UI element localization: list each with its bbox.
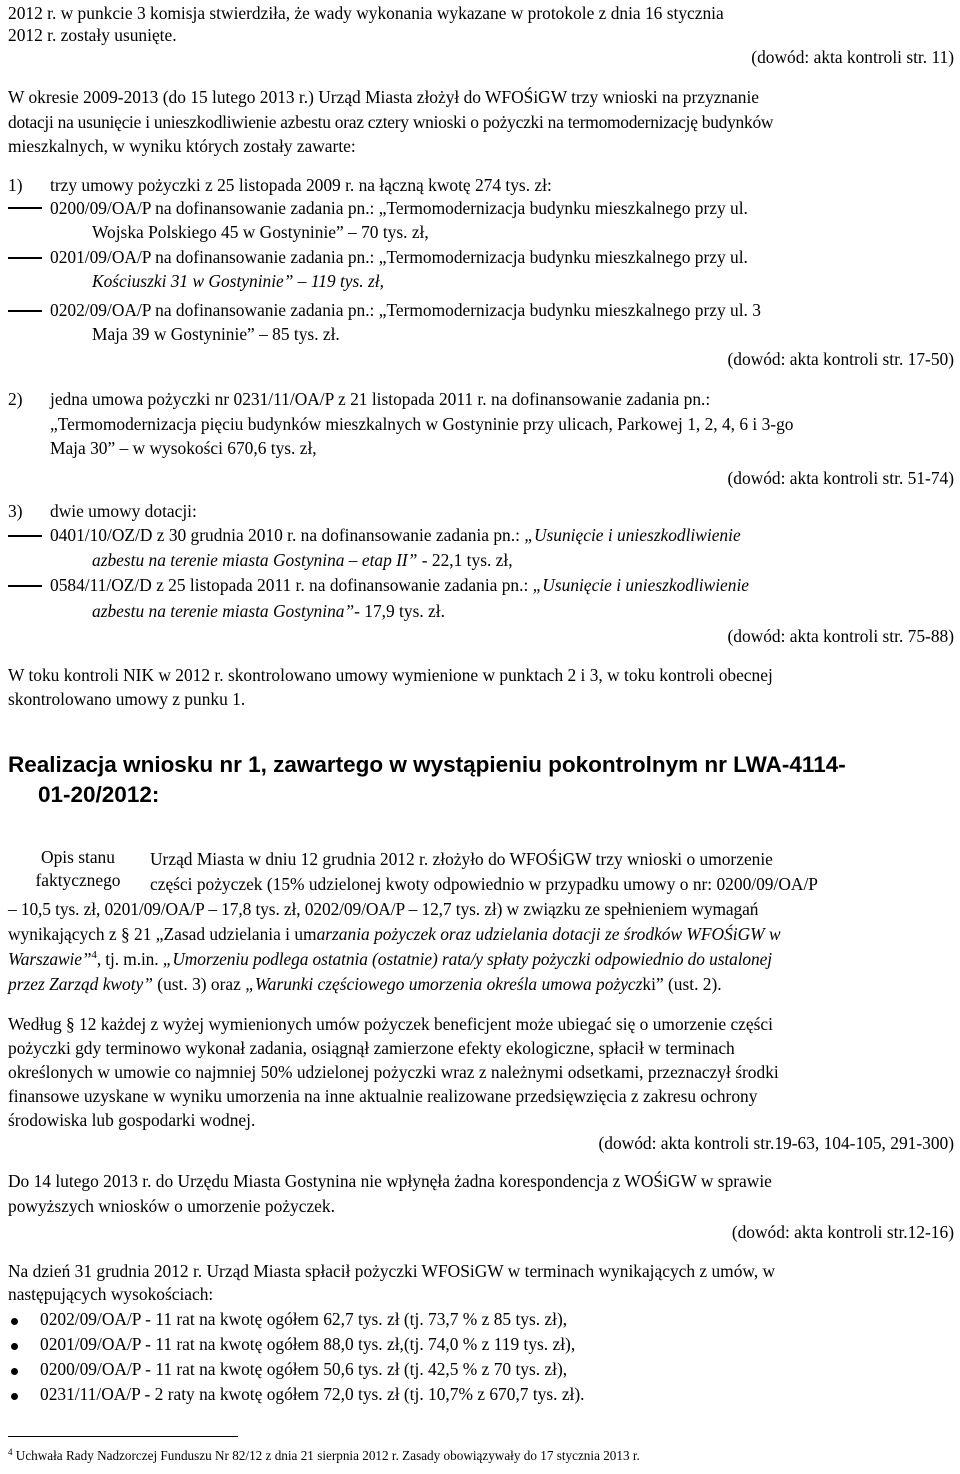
text-line: przez Zarząd kwoty” (ust. 3) oraz „Warunki częściowego umorzenia określa umowa pożyczki” (ust. 2). [8,974,722,994]
text-line: mieszkalnych, w wyniku których zostały zawarte: [8,136,356,156]
text-line: środowiska lub gospodarki wodnej. [8,1110,256,1130]
list-item: 0231/11/OA/P - 2 raty na kwotę ogółem 72,0 tys. zł (tj. 10,7% z 670,7 tys. zł). [40,1384,585,1404]
list-item-heading: trzy umowy pożyczki z 25 listopada 2009 r. na łączną kwotę 274 tys. zł: [50,175,552,195]
list-item-cont: Maja 39 w Gostyninie” – 85 tys. zł. [92,324,340,344]
section-heading: Realizacja wniosku nr 1, zawartego w wystąpieniu pokontrolnym nr LWA-4114- [8,752,846,777]
section-heading-cont: 01-20/2012: [38,782,160,807]
list-number: 3) [8,501,23,521]
text-line: części pożyczek (15% udzielonej kwoty odpowiednio w przypadku umowy o nr: 0200/09/OA/P [150,874,818,894]
list-item: 0200/09/OA/P na dofinansowanie zadania pn.: „Termomodernizacja budynku mieszkalnego przy ul. [50,198,748,218]
bullet-dot [11,1393,18,1400]
list-item-cont: Maja 30” – w wysokości 670,6 tys. zł, [50,438,317,458]
footnote-text: Uchwała Rady Nadzorczej Funduszu Nr 82/12 z dnia 21 sierpnia 2012 r. Zasady obowiązywały do 17 stycznia 2013 r. [12,1448,640,1463]
dash-bullet [8,535,42,537]
list-item: 0584/11/OZ/D z 25 listopada 2011 r. na dofinansowanie zadania pn.: „Usunięcie i unieszkodliwienie [50,575,750,595]
text-line: wynikających z § 21 „Zasad udzielania i umarzania pożyczek oraz udzielania dotacji ze środków WFOŚiGW w [8,924,781,944]
text-line: 2012 r. w punkcie 3 komisja stwierdziła, że wady wykonania wykazane w protokole z dnia 16 stycznia [8,3,724,23]
text-line: określonych w umowie co najmniej 50% udzielonej pożyczki wraz z należnymi odsetkami, przeznaczył środki [8,1062,779,1082]
list-item-cont: „Termomodernizacja pięciu budynków mieszkalnych w Gostyninie przy ulicach, Parkowej 1, 2, 4, 6 i 3-go [50,414,794,434]
evidence-note: (dowód: akta kontroli str. 51-74) [727,468,954,488]
dash-bullet [8,207,42,209]
list-item: 0401/10/OZ/D z 30 grudnia 2010 r. na dofinansowanie zadania pn.: „Usunięcie i unieszkodliwienie [50,525,741,545]
bullet-dot [11,1368,18,1375]
text-line: Do 14 lutego 2013 r. do Urzędu Miasta Gostynina nie wpłynęła żadna korespondencja z WOŚiGW w sprawie [8,1171,772,1191]
list-number: 1) [8,175,23,195]
footnote [8,1448,640,1464]
list-item-cont: Kościuszki 31 w Gostyninie” – 119 tys. zł, [92,271,384,291]
list-item: 0202/09/OA/P - 11 rat na kwotę ogółem 62,7 tys. zł (tj. 73,7 % z 85 tys. zł), [40,1309,568,1329]
text-line: dotacji na usunięcie i unieszkodliwienie azbestu oraz cztery wnioski o pożyczki na termomodernizację budynków [8,112,774,132]
list-item-cont: Wojska Polskiego 45 w Gostyninie” – 70 tys. zł, [92,222,429,242]
evidence-note: (dowód: akta kontroli str. 11) [751,47,954,67]
text-line: Urząd Miasta w dniu 12 grudnia 2012 r. złożyło do WFOŚiGW trzy wnioski o umorzenie [150,849,773,869]
dash-bullet [8,310,42,312]
list-number: 2) [8,389,23,409]
dash-bullet [8,585,42,587]
side-label-line: Opis stanu [41,847,115,867]
footnote-separator [8,1436,238,1437]
text-line: W toku kontroli NIK w 2012 r. skontrolowano umowy wymienione w punktach 2 i 3, w toku kontroli obecnej [8,665,773,685]
text-line: pożyczki gdy terminowo wykonał zadania, osiągnął zamierzone efekty ekologiczne, spłacił w terminach [8,1038,735,1058]
text-line: Warszawie”$^4$, tj. m.in. „Umorzeniu podlega ostatnia (ostatnie) rata/y spłaty pożyczki odpowiednio do ustalonej [8,949,772,969]
text-line: W okresie 2009-2013 (do 15 lutego 2013 r.) Urząd Miasta złożył do WFOŚiGW trzy wnioski na przyznanie [8,87,760,107]
text-line: skontrolowano umowy z punku 1. [8,689,246,709]
bullet-dot [11,1318,18,1325]
list-item: 0201/09/OA/P na dofinansowanie zadania pn.: „Termomodernizacja budynku mieszkalnego przy ul. [50,247,748,267]
text-line: powyższych wniosków o umorzenie pożyczek. [8,1196,335,1216]
evidence-note: (dowód: akta kontroli str. 17-50) [727,349,954,369]
text-line: Na dzień 31 grudnia 2012 r. Urząd Miasta spłacił pożyczki WFOSiGW w terminach wynikających z umów, w [8,1261,776,1281]
text-line: następujących wysokościach: [8,1284,214,1304]
list-item-heading: dwie umowy dotacji: [50,501,197,521]
text-line: – 10,5 tys. zł, 0201/09/OA/P – 17,8 tys. zł, 0202/09/OA/P – 12,7 tys. zł) w związku ze spełnieniem wymagań [8,899,759,919]
list-item: 0200/09/OA/P - 11 rat na kwotę ogółem 50,6 tys. zł (tj. 42,5 % z 70 tys. zł), [40,1359,568,1379]
list-item: 0201/09/OA/P - 11 rat na kwotę ogółem 88,0 tys. zł,(tj. 74,0 % z 119 tys. zł), [40,1334,576,1354]
footnote-number: 4 [8,1447,13,1457]
dash-bullet [8,257,42,259]
text-line: finansowe uzyskane w wyniku umorzenia na inne aktualnie realizowane przedsięwzięcia z zakresu ochrony [8,1086,758,1106]
text-line: Według § 12 każdej z wyżej wymienionych umów pożyczek beneficjent może ubiegać się o umorzenie części [8,1014,773,1034]
evidence-note: (dowód: akta kontroli str.19-63, 104-105, 291-300) [598,1133,954,1153]
list-item-cont: azbestu na terenie miasta Gostynina”- 17,9 tys. zł. [92,601,445,621]
bullet-dot [11,1343,18,1350]
list-item-cont: azbestu na terenie miasta Gostynina – etap II” - 22,1 tys. zł, [92,550,513,570]
side-label [8,846,148,892]
list-item: 0202/09/OA/P na dofinansowanie zadania pn.: „Termomodernizacja budynku mieszkalnego przy ul. 3 [50,300,761,320]
list-item: jedna umowa pożyczki nr 0231/11/OA/P z 21 listopada 2011 r. na dofinansowanie zadania pn.: [50,389,711,409]
evidence-note: (dowód: akta kontroli str. 75-88) [727,626,954,646]
side-label-line: faktycznego [35,870,121,890]
evidence-note: (dowód: akta kontroli str.12-16) [731,1222,954,1242]
text-line: 2012 r. zostały usunięte. [8,25,177,45]
